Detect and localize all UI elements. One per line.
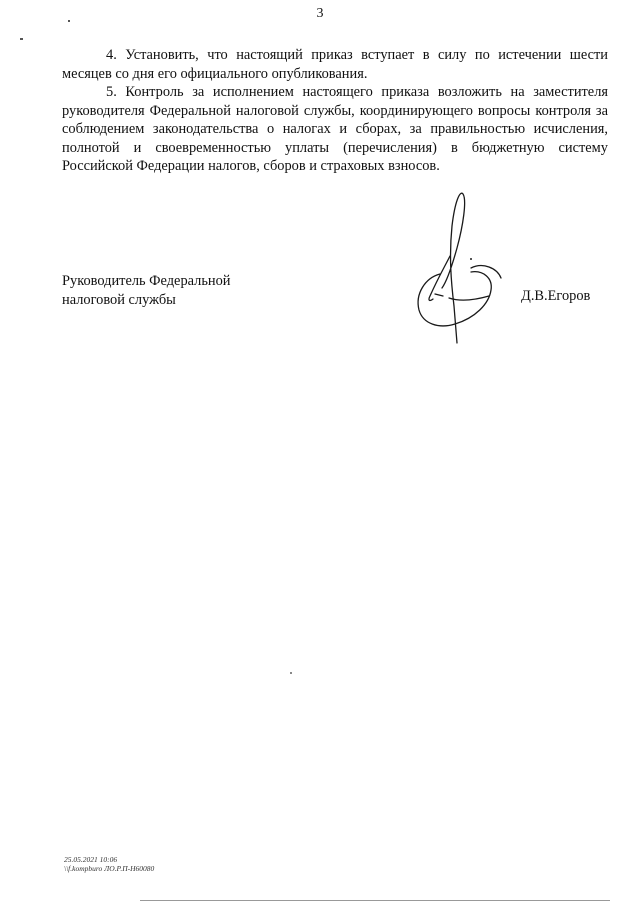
- paragraph-4: 4. Установить, что настоящий приказ вступает в силу по истечении шести месяцев со дня его официального опубликования.: [62, 47, 608, 82]
- footer-timestamp: 25.05.2021 10:06: [64, 855, 118, 864]
- signer-title: [62, 272, 231, 309]
- scan-bottom-edge: [140, 900, 610, 901]
- scan-speck: [290, 672, 292, 674]
- document-footer: [64, 855, 154, 873]
- handwritten-signature: [405, 186, 525, 348]
- scan-speck: [68, 20, 70, 22]
- page-number: 3: [316, 6, 324, 21]
- scan-speck: [20, 38, 23, 40]
- paragraph-5: 5. Контроль за исполнением настоящего приказа возложить на заместителя руководителя Федеральной налоговой службы, координирующего вопросы контроля за соблюдением законодательства о налогах и сборах, за правильностью исчисления, полнотой и своевременностью уплаты (перечисления) в бюджетную систему Российской Федерации налогов, сборов и страховых взносов.: [62, 84, 608, 174]
- signer-title-line-1: Руководитель Федеральной: [62, 273, 231, 289]
- signer-name: Д.В.Егоров: [521, 288, 591, 304]
- signer-title-line-2: налоговой службы: [62, 291, 176, 308]
- scan-speck: [470, 258, 472, 260]
- footer-file-path: \\f.kompburo ЛО.Р.П-Н60080: [64, 864, 155, 873]
